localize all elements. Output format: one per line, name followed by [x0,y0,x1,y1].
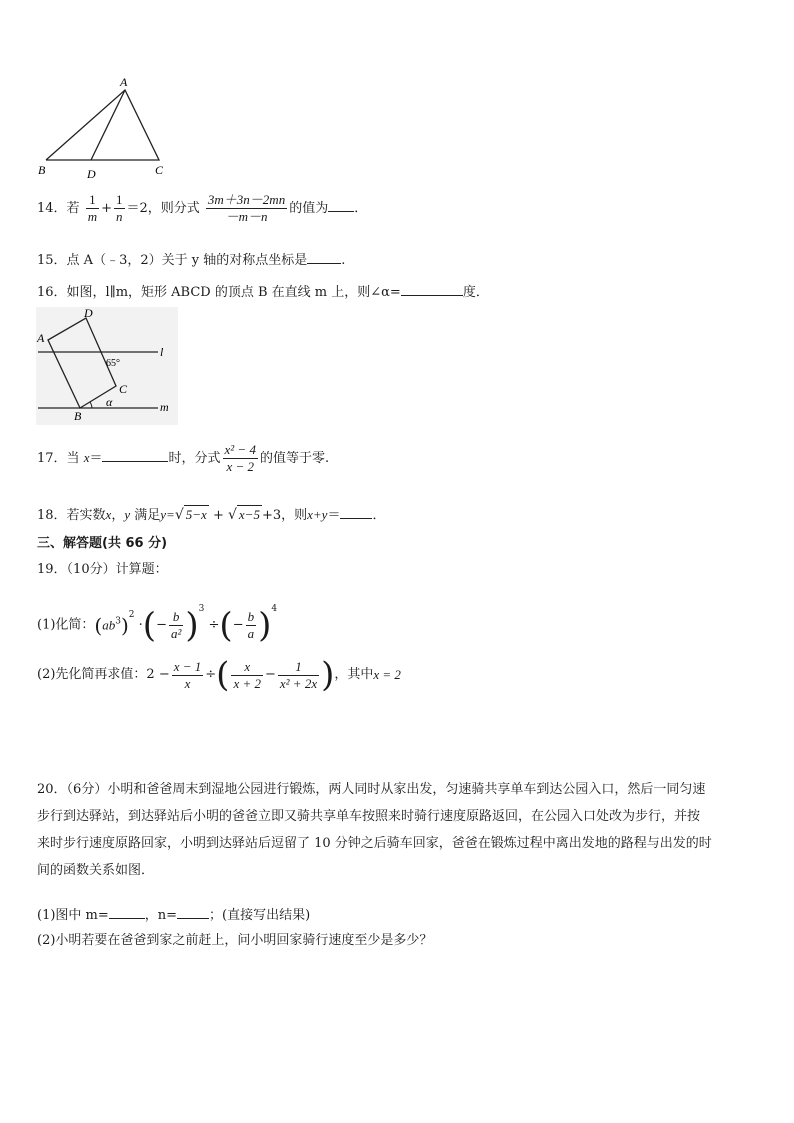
label-a: A [120,75,128,89]
question-20-part-2: (2)小明若要在爸爸到家之前赶上，问小明回家骑行速度至少是多少？ [37,933,433,948]
q14-tail: 的值为 [289,201,329,216]
question-14: 14．若 $\frac{1}{m}$ + $\frac{1}{n}$ ＝2，则分式 $\frac{3m+3n-2mn}{-m-n}$ 的值为 ． [37,192,368,224]
q14-answer-blank[interactable] [328,198,354,212]
question-19-part-1: (1)化简：$(ab^3)^2$ ·(− $\frac{b}{\text{a²}}$ )$^3$ ÷(− $\frac{b}{a}$ )$^4$ [37,604,278,646]
q18-answer-blank[interactable] [340,505,372,519]
question-19-part-2: (2)先化简再求值：2 − $\frac{x - 1}{x}$ ÷( $\frac{x}{x + 2}$ − $\frac{1}{\text{x² + 2x}}$ )，其中x = 2 [37,655,401,695]
q17-answer-blank[interactable] [102,448,168,462]
label-c: C [119,382,128,396]
triangle-figure [34,74,174,182]
q16-text: 16．如图，l∥m，矩形 ABCD 的顶点 B 在直线 m 上，则∠α= [37,285,401,300]
question-19-heading: 19．（10分）计算题： [37,562,168,577]
label-b: B [74,409,82,423]
q14-condition: ＝2，则分式 [126,201,200,216]
label-d: D [87,167,96,181]
q17-fraction: $\frac{\text{x² − 4}}{x - 2}$ [224,442,256,474]
rectangle-figure [36,307,178,425]
q14-number: 14． [37,201,67,216]
q20-m-blank[interactable] [109,905,145,919]
question-15: 15．点 A（﹣3，2）关于 y 轴的对称点坐标是 . [37,250,345,270]
label-m: m [160,400,169,414]
label-a: A [37,331,45,345]
label-alpha: α [106,395,113,409]
label-angle-65: 65° [106,358,120,369]
q18-radical-2: x−5 [238,507,260,522]
q14-frac-1n: $\frac{1}{n}$ [116,192,123,224]
question-17: 17．当 x＝ 时，分式 $\frac{\text{x² − 4}}{x - 2}$ 的值等于零. [37,442,330,474]
q17-tail: 的值等于零. [259,451,330,466]
segment-ad [91,90,125,160]
q15-answer-blank[interactable] [307,250,341,264]
q16-answer-blank[interactable] [401,282,463,296]
q14-lead: 若 [66,201,80,216]
triangle-outline [46,90,159,160]
label-l: l [160,345,164,359]
question-20-part-1: (1)图中 m= ，n= ；(直接写出结果) [37,905,310,925]
q14-frac-1m: $\frac{1}{m}$ [87,192,98,224]
question-20-body: 20．（6分）小明和爸爸周末到湿地公园进行锻炼，两人同时从家出发，匀速骑共享单车到达公园入口，然后一同匀速 步行到达驿站，到达驿站后小明的爸爸立即又骑共享单车按照来时骑行速度原路返回，在公园入口处改为步行，并按 来时步行速度原路回家，小明到达驿站后逗留了 10 分钟之后骑车回家，爸爸在锻炼过程中离出发地的路程与出发的时 间的函数关系如图． [37,782,712,878]
label-c: C [155,163,164,177]
q14-fraction: $\frac{3m+3n-2mn}{-m-n}$ [207,192,286,224]
label-d: D [84,307,93,320]
q18-radical-1: 5−x [185,507,207,522]
q15-text: 15．点 A（﹣3，2）关于 y 轴的对称点坐标是 [37,253,308,268]
section-heading: 三、解答题(共 66 分) [37,536,168,551]
label-b: B [38,163,46,177]
question-18: 18．若实数x，y 满足y=√ 5−x + √ x−5 +3，则x+y＝ ． [37,507,386,523]
question-16: 16．如图，l∥m，矩形 ABCD 的顶点 B 在直线 m 上，则∠α= 度． [37,282,489,302]
q20-n-blank[interactable] [177,905,209,919]
